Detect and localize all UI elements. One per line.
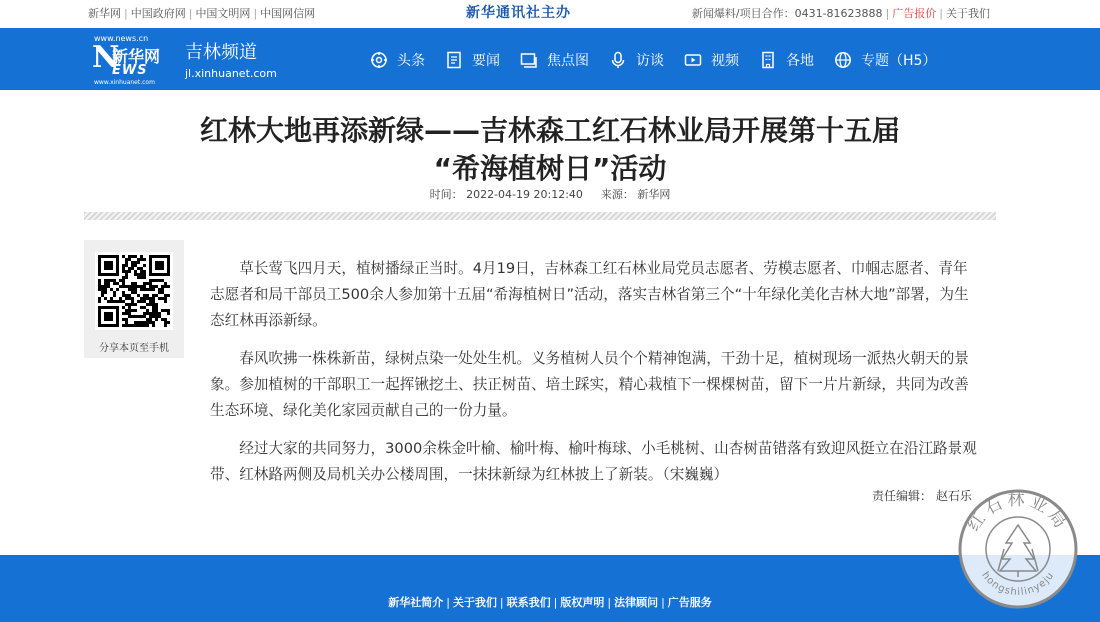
link-wenming[interactable]: 中国文明网: [195, 7, 251, 20]
nav-item-gallery[interactable]: [520, 48, 589, 72]
nav-item-local[interactable]: [759, 48, 814, 72]
article-source: 来源： 新华网: [600, 188, 671, 201]
stamp-top-text: 红石林业局: [963, 490, 1073, 536]
footer-link-legal[interactable]: 法律顾问: [614, 596, 659, 609]
title-divider: [84, 212, 996, 220]
nav-label: 访谈: [636, 53, 664, 69]
nav-label: 头条: [397, 53, 425, 69]
site-footer: [0, 555, 1100, 622]
video-icon: [684, 51, 702, 69]
footer-link-intro[interactable]: 新华社简介: [388, 596, 444, 609]
nav-item-special[interactable]: [834, 48, 936, 72]
channel-brand[interactable]: [185, 38, 277, 80]
forestry-bureau-stamp: [956, 487, 1080, 611]
qr-code[interactable]: [95, 252, 173, 330]
xinhua-logo[interactable]: [92, 34, 172, 84]
share-to-phone-box: [84, 240, 184, 358]
link-wangxin[interactable]: 中国网信网: [260, 7, 316, 20]
nav-item-interview[interactable]: [609, 48, 664, 72]
site-header: [0, 28, 1100, 90]
logo-site-text: www.news.cn: [94, 34, 149, 43]
logo-cn: 新华网: [112, 47, 161, 66]
link-gov[interactable]: 中国政府网: [130, 7, 186, 20]
nav-label: 专题（H5）: [861, 53, 937, 69]
contact-links: 新闻爆料/项目合作：0431-81623888 | 广告报价 | 关于我们: [691, 7, 990, 20]
nav-label: 各地: [786, 53, 814, 69]
headline-icon: [370, 51, 388, 69]
nav-item-headline[interactable]: [370, 48, 425, 72]
top-utility-bar: [0, 0, 1100, 24]
article-paragraph: 春风吹拂一株株新苗，绿树点染一处处生机。义务植树人员个个精神饱满，干劲十足，植树现场一派热火朝天的景象。参加植树的干部职工一起挥锹挖土、扶正树苗、培土踩实，精心栽植下一棵棵树苗，留下一片片新绿，共同为改善生态环境、绿化美化家园贡献自己的一份力量。: [210, 350, 969, 419]
stamp-bottom-text: hongshilinyeju: [979, 569, 1057, 599]
article-body: [210, 256, 980, 500]
logo-n: N: [92, 40, 120, 75]
title-line-1: 红林大地再添新绿——吉林森工红石林业局开展第十五届: [199, 114, 900, 147]
nav-label: 要闻: [472, 53, 500, 69]
footer-link-contact[interactable]: 联系我们: [506, 596, 551, 609]
ad-price-link[interactable]: 广告报价: [892, 7, 937, 20]
article-meta: [0, 186, 1100, 202]
partner-links: 新华网 | 中国政府网 | 中国文明网 | 中国网信网: [88, 7, 316, 20]
publish-time: 时间： 2022-04-19 20:12:40: [429, 188, 583, 201]
channel-url: jl.xinhuanet.com: [185, 67, 277, 80]
gallery-icon: [520, 51, 538, 69]
about-us-link[interactable]: 关于我们: [946, 7, 990, 20]
building-icon: [759, 51, 777, 69]
nav-label: 视频: [711, 53, 739, 69]
hotline-text: 新闻爆料/项目合作：0431-81623888: [691, 7, 883, 20]
nav-item-news[interactable]: [445, 48, 500, 72]
sponsor-text: 新华通讯社主办: [466, 5, 571, 21]
document-icon: [445, 51, 463, 69]
footer-link-about[interactable]: 关于我们: [452, 596, 497, 609]
main-nav: [370, 48, 956, 72]
article-paragraph: 草长莺飞四月天，植树播绿正当时。4月19日，吉林森工红石林业局党员志愿者、劳模志愿者、巾帼志愿者、青年志愿者和局干部员工500余人参加第十五届“希海植树日”活动，落实吉林省第三个“十年绿化美化吉林大地”部署，为生态红林再添新绿。: [210, 260, 969, 329]
footer-links: 新华社简介 | 关于我们 | 联系我们 | 版权声明 | 法律顾问 | 广告服务: [388, 596, 712, 609]
logo-url: www.xinhuanet.com: [94, 79, 155, 86]
responsible-editor: 责任编辑： 赵石乐: [872, 489, 972, 503]
microphone-icon: [609, 51, 627, 69]
article-paragraph: 经过大家的共同努力，3000余株金叶榆、榆叶梅、榆叶梅球、小毛桃树、山杏树苗错落有致迎风挺立在沿江路景观带、红林路两侧及局机关办公楼周围，一抹抹新绿为红林披上了新装。（宋巍巍）: [210, 440, 977, 483]
channel-name: 吉林频道: [185, 42, 257, 63]
footer-link-ads[interactable]: 广告服务: [667, 596, 712, 609]
nav-label: 焦点图: [547, 53, 589, 69]
title-line-2: “希海植树日”活动: [433, 152, 667, 185]
article-title: [0, 112, 1100, 188]
globe-icon: [834, 51, 852, 69]
qr-code-icon: [98, 255, 170, 327]
footer-link-copyright[interactable]: 版权声明: [560, 596, 605, 609]
nav-item-video[interactable]: [684, 48, 739, 72]
share-label: 分享本页至手机: [99, 343, 169, 354]
link-xinhuanet[interactable]: 新华网: [88, 7, 121, 20]
logo-news: EWS: [112, 63, 148, 78]
